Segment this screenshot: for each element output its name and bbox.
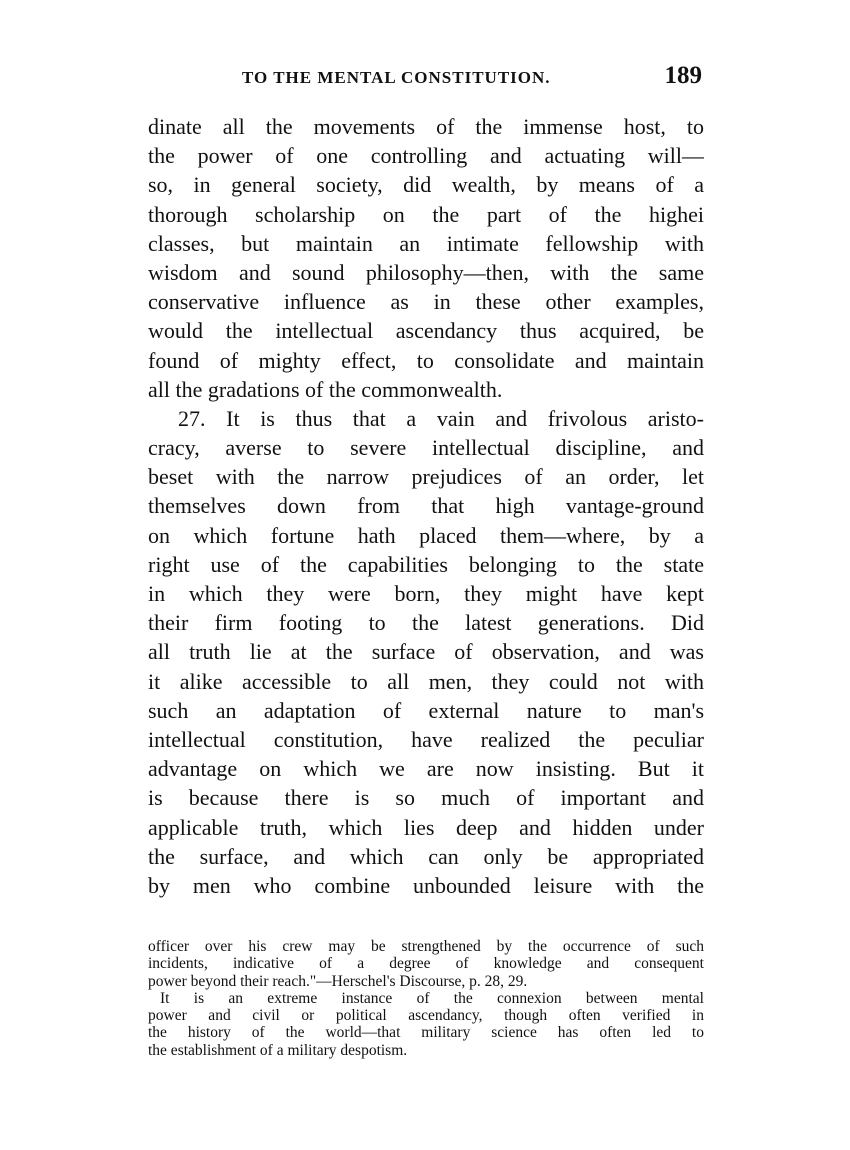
book-page bbox=[148, 0, 704, 1150]
running-title: TO THE MENTAL CONSTITUTION. bbox=[242, 68, 551, 87]
body-line: thorough scholarship on the part of the highei bbox=[148, 201, 704, 227]
body-line: cracy, averse to severe intellectual discipline, and bbox=[148, 435, 704, 461]
running-head bbox=[148, 62, 704, 96]
paragraph-27-first-line: 27. It is thus that a vain and frivolous aristo- bbox=[178, 405, 704, 431]
body-line: the surface, and which can only be appropriated bbox=[148, 843, 704, 869]
body-line: it alike accessible to all men, they could not with bbox=[148, 668, 704, 694]
body-line: intellectual constitution, have realized the peculiar bbox=[148, 726, 704, 752]
footnotes bbox=[148, 938, 704, 1059]
body-text bbox=[148, 112, 704, 900]
body-line: conservative influence as in these other examples, bbox=[148, 289, 704, 315]
body-line: themselves down from that high vantage-ground bbox=[148, 493, 704, 519]
body-line: classes, but maintain an intimate fellowship with bbox=[148, 230, 704, 256]
footnote-line: officer over his crew may be strengthened by the occurrence of such bbox=[148, 938, 704, 955]
body-line: on which fortune hath placed them—where, by a bbox=[148, 522, 704, 548]
footnote-line: It is an extreme instance of the connexion between mental bbox=[160, 989, 704, 1007]
footnote-line: power and civil or political ascendancy, though often verified in bbox=[148, 1007, 704, 1025]
body-line: wisdom and sound philosophy—then, with the same bbox=[148, 259, 704, 285]
body-line: is because there is so much of important and bbox=[148, 785, 704, 811]
footnote-line: power beyond their reach."—Herschel's Discourse, p. 28, 29. bbox=[148, 972, 528, 990]
body-line: the power of one controlling and actuating will— bbox=[148, 143, 704, 169]
body-line: advantage on which we are now insisting. But it bbox=[148, 756, 704, 782]
body-line: all the gradations of the commonwealth. bbox=[148, 376, 503, 402]
body-line: such an adaptation of external nature to man's bbox=[148, 697, 704, 723]
body-line: dinate all the movements of the immense host, to bbox=[148, 114, 704, 139]
body-line: by men who combine unbounded leisure with the bbox=[148, 872, 704, 898]
body-line: found of mighty effect, to consolidate and maintain bbox=[148, 347, 704, 373]
body-line: their firm footing to the latest generations. Did bbox=[148, 610, 704, 636]
footnote-line: incidents, indicative of a degree of knowledge and consequent bbox=[148, 955, 704, 973]
body-line: so, in general society, did wealth, by means of a bbox=[148, 172, 704, 198]
body-line: right use of the capabilities belonging to the state bbox=[148, 551, 704, 577]
body-line: would the intellectual ascendancy thus acquired, be bbox=[148, 318, 704, 344]
body-line: applicable truth, which lies deep and hidden under bbox=[148, 814, 704, 840]
body-line: all truth lie at the surface of observation, and was bbox=[148, 639, 704, 665]
body-line: in which they were born, they might have kept bbox=[148, 581, 704, 606]
footnote-line: the establishment of a military despotism. bbox=[148, 1041, 408, 1059]
footnote-line: the history of the world—that military science has often led to bbox=[148, 1024, 704, 1042]
page-number: 189 bbox=[664, 62, 702, 89]
body-line: beset with the narrow prejudices of an order, let bbox=[148, 464, 704, 490]
